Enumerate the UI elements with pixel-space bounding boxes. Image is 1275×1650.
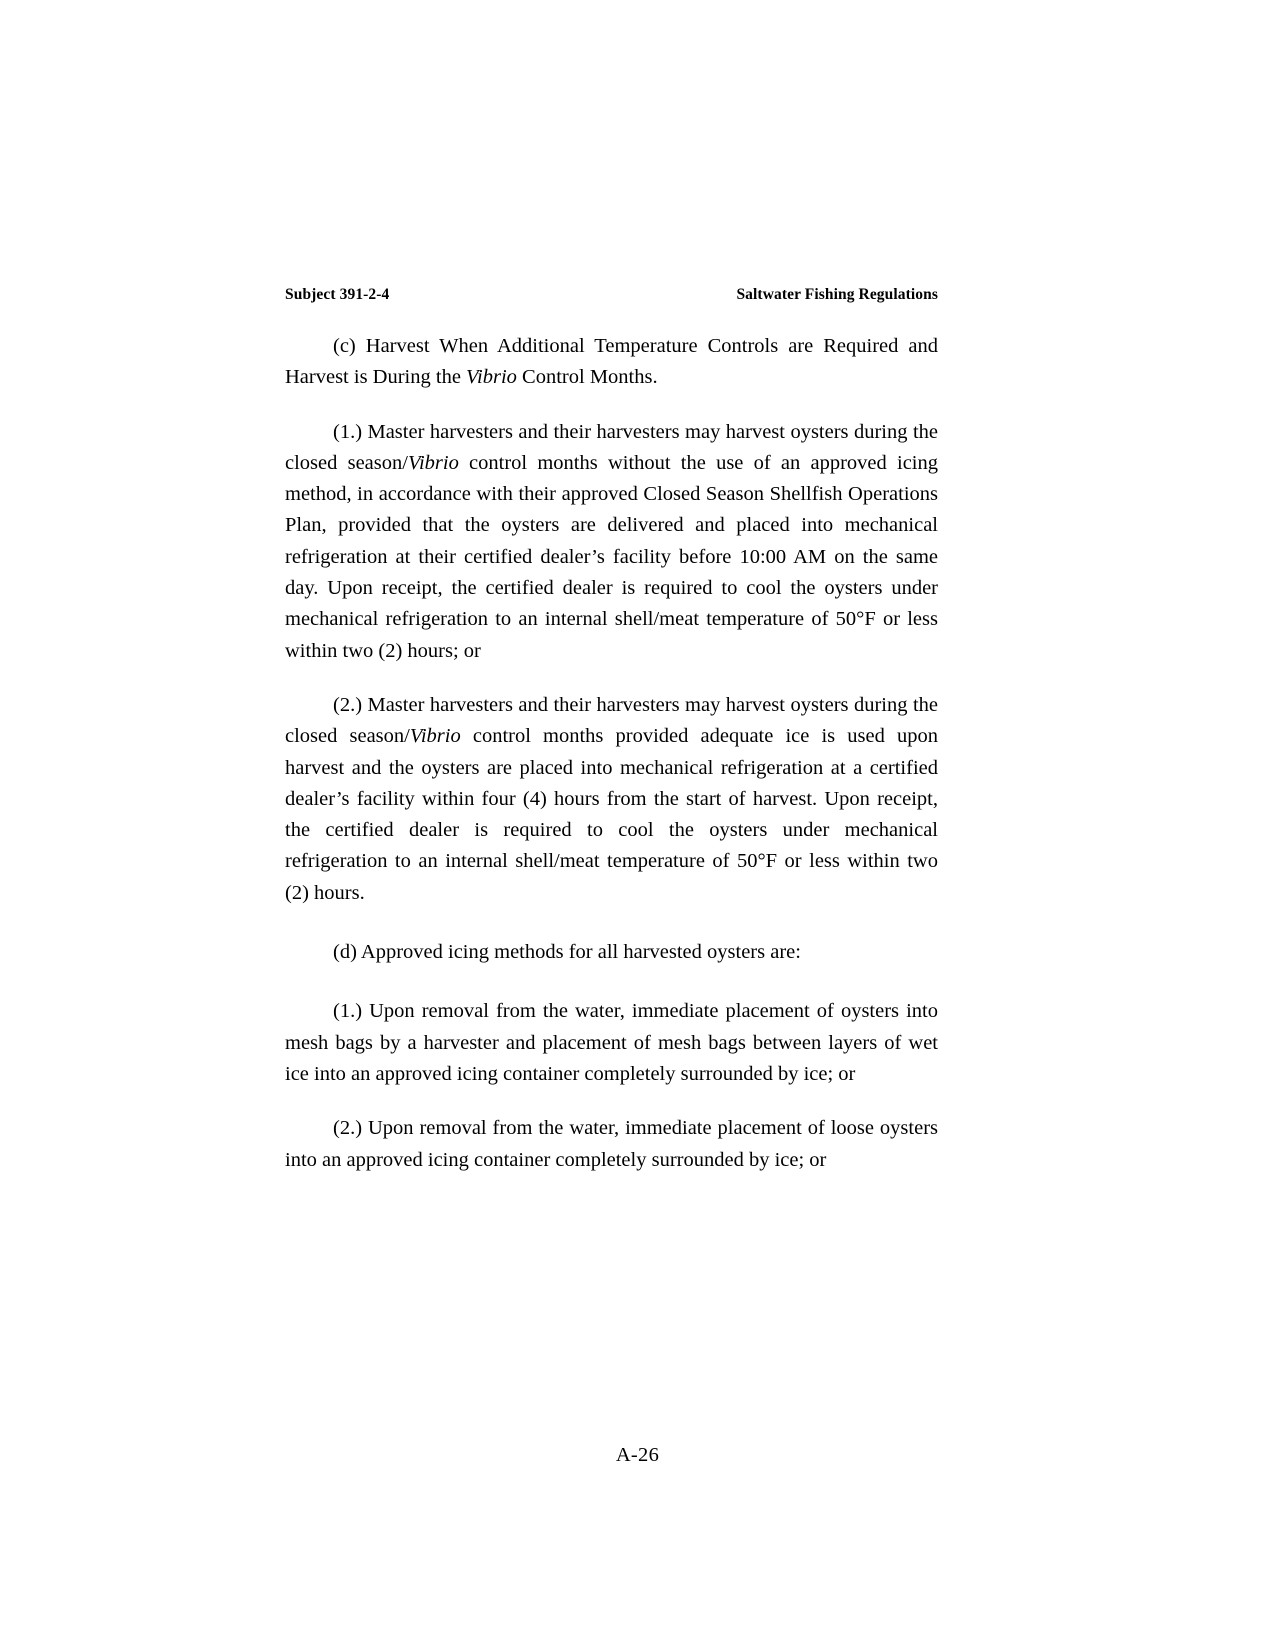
paragraph-c-tail: Control Months. bbox=[516, 366, 658, 389]
paragraph-c-item-2-italic-term: Vibrio bbox=[409, 725, 461, 748]
page-number: A-26 bbox=[615, 1444, 660, 1466]
paragraph-c-item-1 bbox=[285, 417, 938, 667]
paragraph-d: (d) Approved icing methods for all harvested oysters are: bbox=[333, 941, 801, 964]
running-header bbox=[285, 286, 938, 304]
header-subject-label: Subject 391-2-4 bbox=[285, 286, 390, 303]
paragraph-c bbox=[285, 331, 938, 394]
paragraph-d-item-2: (2.) Upon removal from the water, immediate placement of loose oysters into an approved icing container completely surrounded by ice; or bbox=[285, 1117, 938, 1171]
paragraph-c-item-2 bbox=[285, 690, 938, 909]
paragraph-c-item-1-lead: (1.) Master harvesters and their harvesters may harvest oysters during the closed season/ bbox=[285, 420, 938, 474]
paragraph-c-item-1-tail: control months without the use of an approved icing method, in accordance with their approved Closed Season Shellfish Operations Plan, provided that the oysters are delivered and placed into mechanical refrigeration at their certified dealer’s facility before 10:00 AM on the same day. Upon receipt, the certified dealer is required to cool the oysters under mechanical refrigeration to an internal shell/meat temperature of 50°F or less within two (2) hours; or bbox=[285, 451, 938, 662]
paragraph-d-item-1: (1.) Upon removal from the water, immediate placement of oysters into mesh bags by a harvester and placement of mesh bags between layers of wet ice into an approved icing container completely surrounded by ice; or bbox=[285, 1000, 938, 1085]
document-body bbox=[285, 331, 938, 1176]
paragraph-c-item-2-tail: control months provided adequate ice is used upon harvest and the oysters are placed into mechanical refrigeration at a certified dealer’s facility within four (4) hours from the start of harvest. Upon receipt, the certified dealer is required to cool the oysters under mechanical refrigeration to an internal shell/meat temperature of 50°F or less within two (2) hours. bbox=[285, 725, 938, 904]
header-title-label: Saltwater Fishing Regulations bbox=[736, 286, 938, 303]
paragraph-c-item-2-lead: (2.) Master harvesters and their harvesters may harvest oysters during the closed season/ bbox=[285, 693, 938, 748]
paragraph-c-item-1-italic-term: Vibrio bbox=[407, 451, 459, 474]
paragraph-c-italic-term: Vibrio bbox=[466, 366, 517, 389]
paragraph-c-lead: (c) Harvest When Additional Temperature Controls are Required and Harvest is During the bbox=[285, 335, 938, 389]
